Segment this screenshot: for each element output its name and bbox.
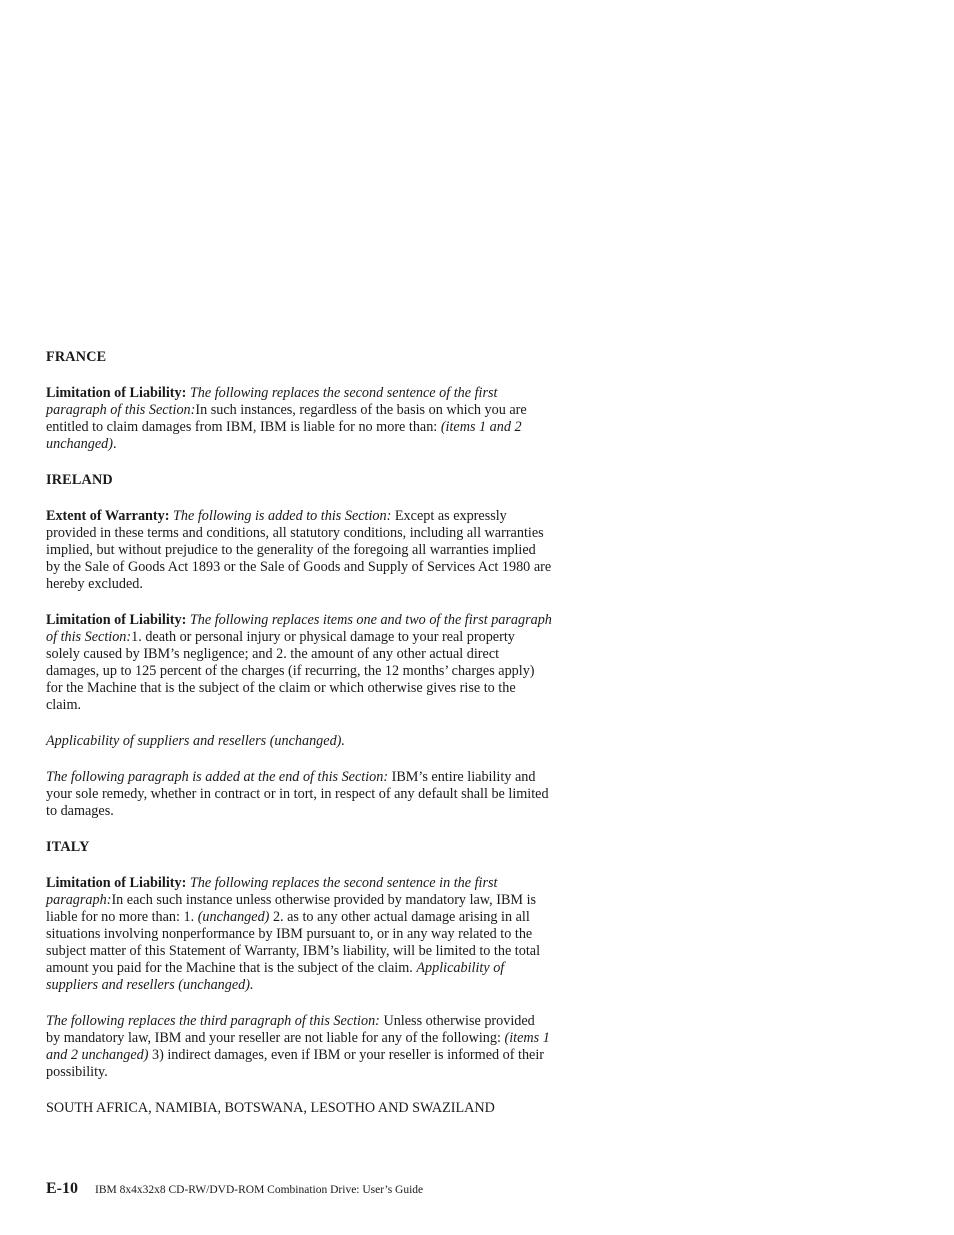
paragraph-text: In such instances, regardless of the basis on which you are entitled to claim damages from IBM, IBM is liable for no more than:: [46, 402, 527, 435]
page-footer: [46, 1180, 746, 1198]
paragraph-text-end: 3) indirect damages, even if IBM or your reseller is informed of their possibility.: [46, 1047, 544, 1080]
paragraph-text: Unless otherwise provided by mandatory law, IBM and your reseller are not liable for any of the following:: [46, 1013, 535, 1046]
italy-third-paragraph: [46, 1013, 552, 1081]
paragraph-instruction: The following paragraph is added at the end of this Section:: [46, 769, 389, 785]
section-heading-france: FRANCE: [46, 349, 107, 365]
paragraph-lead: Limitation of Liability:: [46, 612, 190, 628]
section-heading-south-africa: SOUTH AFRICA, NAMIBIA, BOTSWANA, LESOTHO AND SWAZILAND: [46, 1100, 495, 1116]
paragraph-text: Except as expressly provided in these terms and conditions, all statutory conditions, including all warranties implied, but without prejudice to the generality of the foregoing all warranties implied by the Sale of Goods Act 1893 or the Sale of Goods and Supply of Services Act 1980 are hereby excluded.: [46, 508, 552, 592]
ireland-warranty-paragraph: [46, 508, 552, 593]
paragraph-instruction: The following replaces the third paragraph of this Section:: [46, 1013, 380, 1029]
paragraph-text: In each such instance unless otherwise provided by mandatory law, IBM is liable for no more than: 1.: [46, 892, 537, 925]
page-number: E-10: [46, 1180, 78, 1197]
paragraph-text-end: .: [112, 436, 117, 452]
italy-limitation-paragraph: [46, 875, 552, 994]
paragraph-note-end: Applicability of suppliers and resellers (unchanged).: [46, 960, 505, 993]
paragraph-lead: Extent of Warranty:: [46, 508, 174, 524]
france-limitation-paragraph: [46, 385, 552, 453]
paragraph-note: (items 1 and 2 unchanged): [46, 419, 522, 452]
paragraph-note: (unchanged): [197, 909, 270, 925]
document-body: [46, 349, 552, 1117]
ireland-added-paragraph: [46, 769, 552, 820]
section-heading-italy: ITALY: [46, 839, 90, 855]
paragraph-lead: Limitation of Liability:: [46, 875, 190, 891]
ireland-limitation-paragraph: [46, 612, 552, 714]
section-heading-ireland: IRELAND: [46, 472, 113, 488]
paragraph-text-continued: 2. as to any other actual damage arising in all situations involving nonperformance by IBM pursuant to, or in any way related to the subject matter of this Statement of Warranty, IBM’s liability, will be limited to the total amount you paid for the Machine that is the subject of the claim.: [46, 909, 541, 976]
paragraph-instruction: The following is added to this Section:: [173, 508, 392, 524]
paragraph-instruction: The following replaces items one and two of the first paragraph of this Section:: [46, 612, 552, 645]
paragraph-text: IBM’s entire liability and your sole remedy, whether in contract or in tort, in respect of any default shall be limited to damages.: [46, 769, 549, 819]
ireland-applicability-paragraph: [46, 733, 552, 750]
paragraph-text: 1. death or personal injury or physical damage to your real property solely caused by IBM’s negligence; and 2. the amount of any other actual direct damages, up to 125 percent of the charges (if recurring, the 12 months’ charges apply) for the Machine that is the subject of the claim or which otherwise gives rise to the claim.: [46, 629, 535, 713]
paragraph-instruction: The following replaces the second sentence in the first paragraph:: [46, 875, 498, 908]
paragraph-note: (items 1 and 2 unchanged): [46, 1030, 550, 1063]
guide-title: IBM 8x4x32x8 CD-RW/DVD-ROM Combination Drive: User’s Guide: [95, 1184, 424, 1196]
paragraph-lead: Limitation of Liability:: [46, 385, 190, 401]
paragraph-instruction: The following replaces the second sentence of the first paragraph of this Section:: [46, 385, 498, 418]
paragraph-instruction: Applicability of suppliers and resellers (unchanged).: [46, 733, 345, 749]
